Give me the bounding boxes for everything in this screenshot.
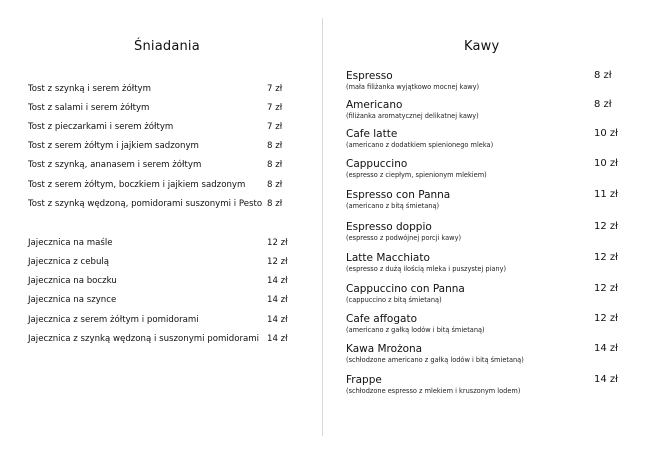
coffee-price: 8 zł: [594, 70, 612, 81]
coffee-name: Latte Macchiato: [346, 252, 430, 264]
item-price: 14 zł: [267, 276, 288, 286]
coffee-item-2: [346, 98, 616, 124]
coffee-name: Espresso: [346, 70, 393, 82]
menu-item-eggs-4: [28, 293, 294, 307]
coffee-price: 12 zł: [594, 221, 618, 232]
menu-item-eggs-2: [28, 255, 294, 269]
coffee-price: 12 zł: [594, 283, 618, 294]
menu-item-toast-1: [28, 82, 294, 96]
item-name: Jajecznica z serem żółtym i pomidorami: [28, 315, 199, 325]
item-name: Jajecznica na maśle: [28, 238, 113, 248]
coffee-item-9: [346, 312, 616, 338]
coffee-item-3: [346, 127, 616, 153]
coffee-price: 8 zł: [594, 99, 612, 110]
coffee-item-4: [346, 157, 616, 183]
coffee-item-11: [346, 373, 616, 399]
coffee-price: 14 zł: [594, 343, 618, 354]
item-name: Jajecznica na szynce: [28, 295, 117, 305]
coffee-price: 10 zł: [594, 158, 618, 169]
breakfast-title: Śniadania: [134, 39, 200, 54]
item-price: 7 zł: [267, 84, 283, 94]
coffee-description: (espresso z ciepłym, spienionym mlekiem): [346, 171, 487, 179]
coffee-description: (americano z bitą śmietaną): [346, 202, 440, 210]
coffee-item-10: [346, 342, 616, 368]
coffee-title: Kawy: [464, 39, 500, 54]
coffee-name: Cafe affogato: [346, 313, 417, 325]
coffee-name: Espresso con Panna: [346, 189, 451, 201]
coffee-item-8: [346, 282, 616, 308]
coffee-name: Cafe latte: [346, 128, 398, 140]
menu-item-toast-4: [28, 139, 294, 153]
coffee-price: 12 zł: [594, 252, 618, 263]
coffee-price: 12 zł: [594, 313, 618, 324]
coffee-item-6: [346, 220, 616, 246]
menu-item-eggs-1: [28, 236, 294, 250]
coffee-description: (mała filiżanka wyjątkowo mocnej kawy): [346, 83, 480, 91]
item-price: 14 zł: [267, 295, 288, 305]
coffee-price: 10 zł: [594, 128, 618, 139]
item-name: Jajecznica z szynką wędzoną i suszonymi pomidorami: [28, 334, 260, 344]
menu-item-toast-5: [28, 158, 294, 172]
menu-item-eggs-6: [28, 332, 294, 346]
item-name: Tost z szynką i serem żółtym: [28, 84, 152, 94]
coffee-name: Cappuccino: [346, 158, 408, 170]
item-price: 8 zł: [267, 180, 283, 190]
coffee-description: (filiżanka aromatycznej delikatnej kawy): [346, 112, 479, 120]
item-price: 8 zł: [267, 160, 283, 170]
coffee-description: (espresso z podwójnej porcji kawy): [346, 234, 462, 242]
item-price: 8 zł: [267, 199, 283, 209]
coffee-description: (schłodzone espresso z mlekiem i kruszonym lodem): [346, 387, 521, 395]
coffee-item-7: [346, 251, 616, 277]
coffee-name: Frappe: [346, 374, 382, 386]
item-name: Tost z serem żółtym, boczkiem i jajkiem sadzonym: [28, 180, 246, 190]
item-name: Tost z szynką wędzoną, pomidorami suszonymi i Pesto: [28, 199, 263, 209]
item-price: 12 zł: [267, 238, 288, 248]
item-name: Tost z pieczarkami i serem żółtym: [28, 122, 174, 132]
menu-item-eggs-3: [28, 274, 294, 288]
coffee-name: Espresso doppio: [346, 221, 432, 233]
item-price: 12 zł: [267, 257, 288, 267]
center-divider: [322, 18, 323, 436]
coffee-name: Americano: [346, 99, 403, 111]
item-price: 14 zł: [267, 334, 288, 344]
coffee-price: 14 zł: [594, 374, 618, 385]
item-price: 7 zł: [267, 103, 283, 113]
coffee-description: (americano z dodatkiem spienionego mleka): [346, 141, 494, 149]
item-name: Jajecznica na boczku: [28, 276, 117, 286]
coffee-description: (cappuccino z bitą śmietaną): [346, 296, 442, 304]
item-name: Tost z szynką, ananasem i serem żółtym: [28, 160, 202, 170]
coffee-description: (americano z gałką lodów i bitą śmietaną): [346, 326, 485, 334]
menu-item-toast-7: [28, 197, 294, 211]
item-name: Tost z serem żółtym i jajkiem sadzonym: [28, 141, 199, 151]
menu-item-toast-2: [28, 101, 294, 115]
item-name: Jajecznica z cebulą: [28, 257, 110, 267]
coffee-description: (schłodzone americano z gałką lodów i bitą śmietaną): [346, 356, 524, 364]
item-price: 14 zł: [267, 315, 288, 325]
coffee-item-1: [346, 69, 616, 95]
coffee-item-5: [346, 188, 616, 214]
coffee-name: Cappuccino con Panna: [346, 283, 465, 295]
item-price: 8 zł: [267, 141, 283, 151]
coffee-name: Kawa Mrożona: [346, 343, 423, 355]
item-name: Tost z salami i serem żółtym: [28, 103, 150, 113]
menu-item-toast-6: [28, 178, 294, 192]
menu-item-toast-3: [28, 120, 294, 134]
item-price: 7 zł: [267, 122, 283, 132]
menu-item-eggs-5: [28, 313, 294, 327]
coffee-description: (espresso z dużą ilością mleka i puszystej piany): [346, 265, 507, 273]
coffee-price: 11 zł: [594, 189, 618, 200]
